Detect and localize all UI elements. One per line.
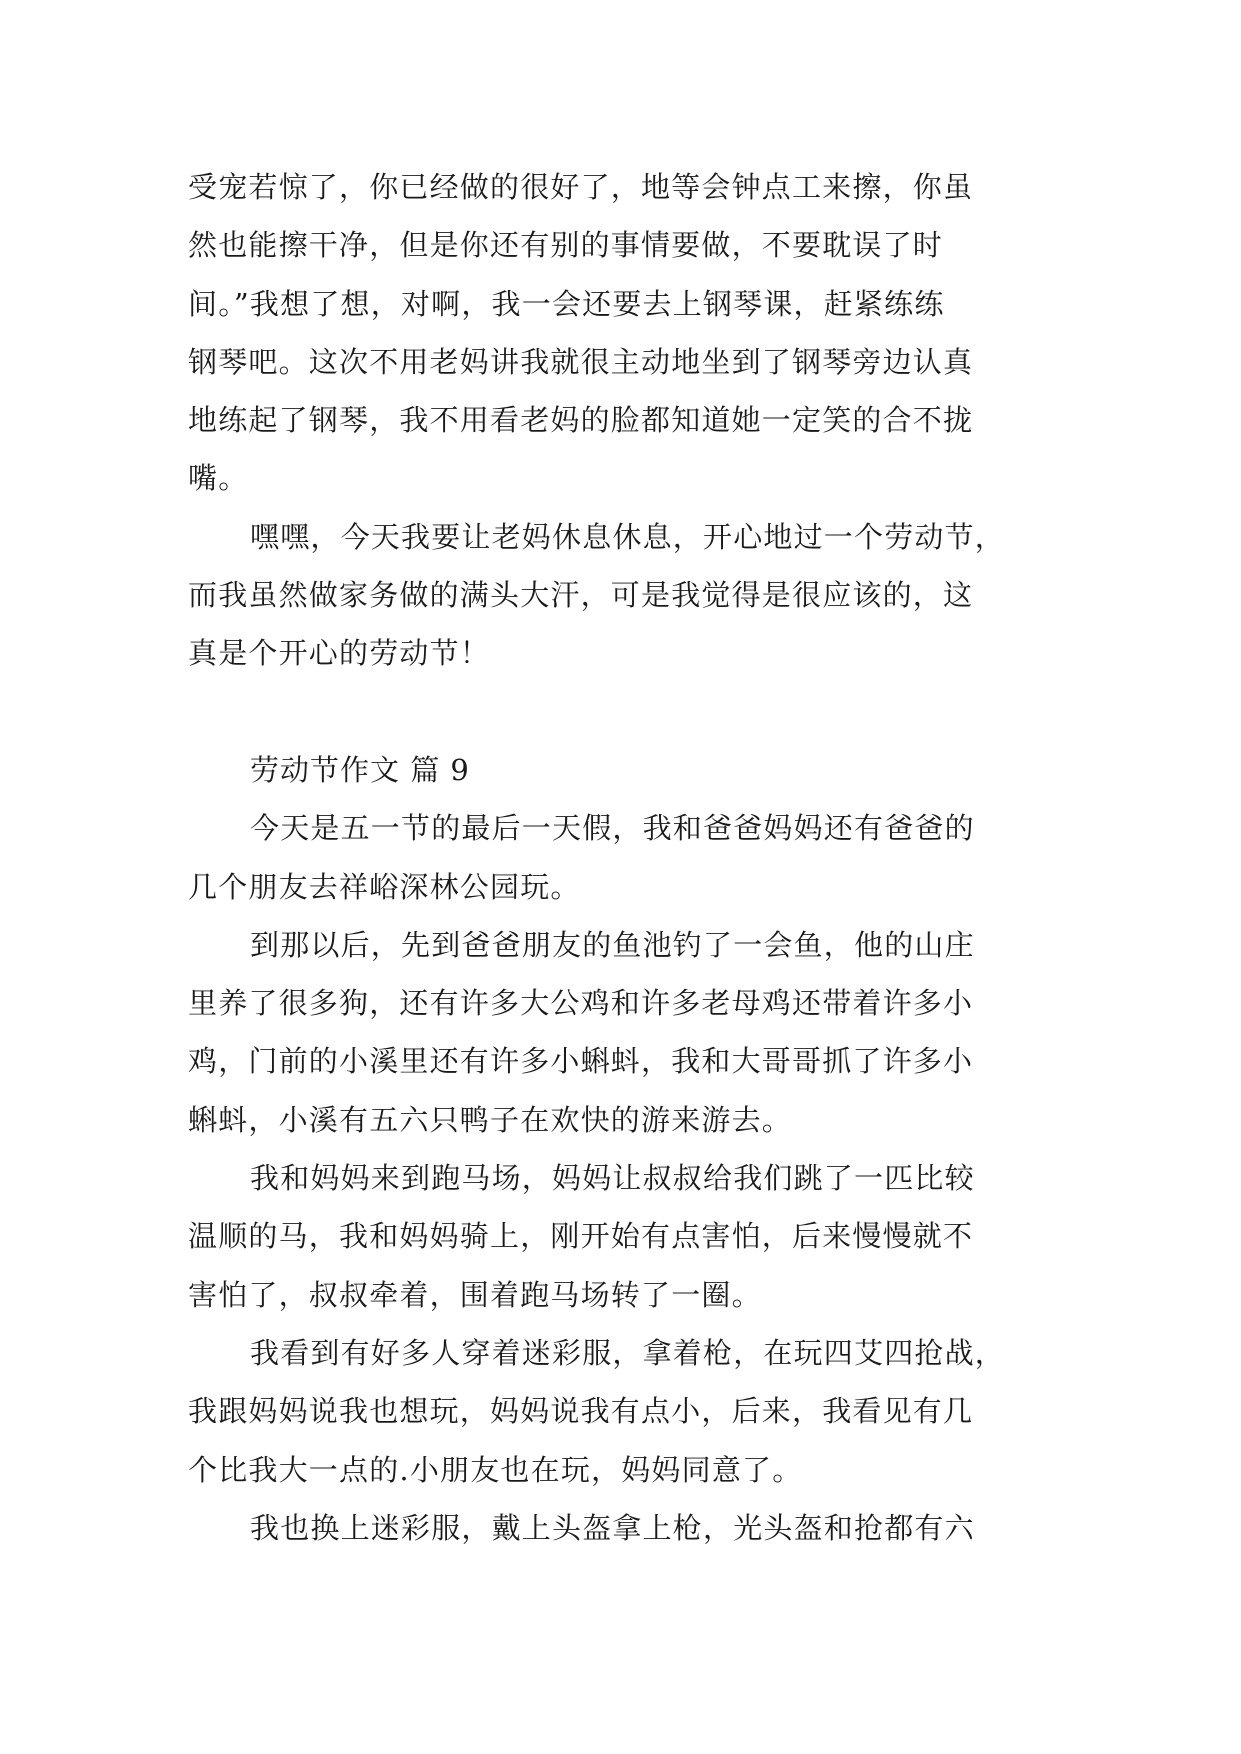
essay-paragraph-2	[188, 916, 1054, 1149]
text-line: 受宠若惊了，你已经做的很好了，地等会钟点工来擦，你虽	[188, 170, 974, 204]
text-line: 个比我大一点的.小朋友也在玩，妈妈同意了。	[188, 1452, 803, 1487]
text-line: 嘿嘿，今天我要让老妈休息休息，开心地过一个劳动节，	[250, 519, 1006, 554]
paragraph-closing	[188, 508, 1054, 683]
text-line: 里养了很多狗，还有许多大公鸡和许多老母鸡还带着许多小	[188, 986, 974, 1021]
text-line: 蝌蚪，小溪有五六只鸭子在欢快的游来游去。	[188, 1102, 793, 1137]
essay-paragraph-4	[188, 1324, 1054, 1499]
text-line: 我看到有好多人穿着迷彩服，拿着枪，在玩四艾四抢战，	[250, 1335, 1006, 1370]
section-gap	[188, 683, 1054, 741]
text-line: 间。”我想了想，对啊，我一会还要去上钢琴课，赶紧练练	[188, 286, 945, 321]
essay-paragraph-5	[188, 1499, 1054, 1557]
text-line: 然也能擦干净，但是你还有别的事情要做，不要耽误了时	[188, 228, 944, 263]
text-line: 我也换上迷彩服，戴上头盔拿上枪，光头盔和抢都有六	[250, 1510, 975, 1545]
paragraph-continued	[188, 158, 1054, 508]
text-line: 几个朋友去祥峪深林公园玩。	[188, 869, 581, 904]
text-line: 而我虽然做家务做的满头大汗，可是我觉得是很应该的，这	[188, 578, 974, 613]
text-line: 鸡，门前的小溪里还有许多小蝌蚪，我和大哥哥抓了许多小	[188, 1044, 974, 1079]
text-line: 温顺的马，我和妈妈骑上，刚开始有点害怕，后来慢慢就不	[188, 1219, 974, 1254]
essay-paragraph-1	[188, 799, 1054, 916]
text-line: 真是个开心的劳动节！	[188, 636, 491, 671]
essay-paragraph-3	[188, 1149, 1054, 1324]
text-line: 我跟妈妈说我也想玩，妈妈说我有点小，后来，我看见有几	[188, 1394, 974, 1429]
text-line: 今天是五一节的最后一天假，我和爸爸妈妈还有爸爸的	[250, 811, 975, 846]
text-line: 到那以后，先到爸爸朋友的鱼池钓了一会鱼，他的山庄	[250, 927, 975, 962]
essay-heading: 劳动节作文 篇 9	[250, 752, 470, 787]
document-page	[188, 158, 1054, 1557]
text-line: 害怕了，叔叔牵着，围着跑马场转了一圈。	[188, 1277, 762, 1312]
text-line: 钢琴吧。这次不用老妈讲我就很主动地坐到了钢琴旁边认真	[188, 344, 974, 379]
text-line: 我和妈妈来到跑马场，妈妈让叔叔给我们跳了一匹比较	[250, 1161, 975, 1196]
text-line: 地练起了钢琴，我不用看老妈的脸都知道她一定笑的合不拢	[188, 403, 974, 438]
text-line: 嘴。	[188, 461, 249, 496]
